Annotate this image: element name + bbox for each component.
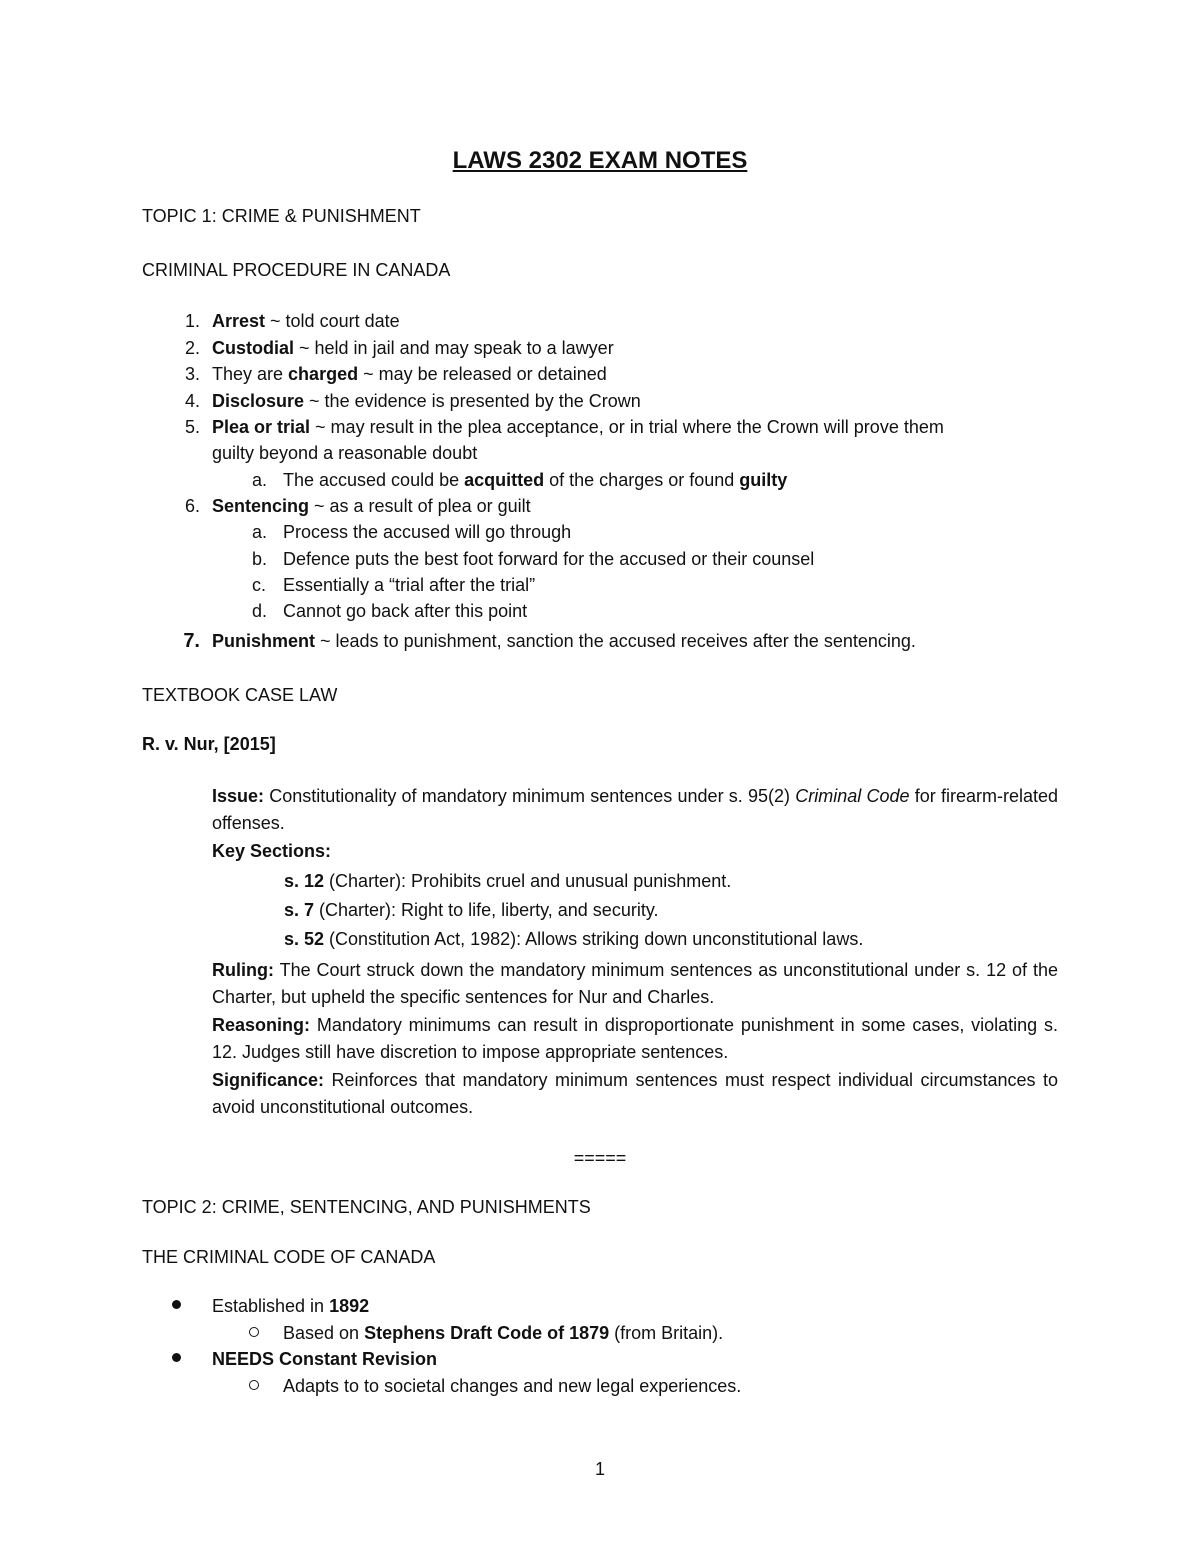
list-number: 6. <box>184 496 200 516</box>
step-text: ~ held in jail and may speak to a lawyer <box>294 338 614 358</box>
sub-text: Cannot go back after this point <box>283 601 528 621</box>
sub-bullet-term: Stephens Draft Code of 1879 <box>364 1323 610 1343</box>
step-text: ~ may result in the plea acceptance, or in trial where the Crown will prove them <box>310 417 944 437</box>
section-divider: ===== <box>573 1148 627 1168</box>
page-title: LAWS 2302 EXAM NOTES <box>452 147 748 174</box>
sub-bullet-text: Adapts to to societal changes and new legal experiences. <box>283 1376 742 1396</box>
step-term: Sentencing <box>212 496 310 516</box>
significance-text: Reinforces that mandatory minimum sentences must respect individual circumstances to avoid unconstitutional outcomes. <box>212 1070 1058 1117</box>
issue-italic: Criminal Code <box>795 786 910 806</box>
step-term: Plea or trial <box>212 417 311 437</box>
bullet-dot-icon <box>170 1349 184 1363</box>
step-text: ~ the evidence is presented by the Crown <box>304 391 641 411</box>
procedure-heading: CRIMINAL PROCEDURE IN CANADA <box>142 260 451 280</box>
bullet-dot-icon <box>170 1296 184 1310</box>
sub-bullet-text: (from Britain). <box>609 1323 724 1343</box>
section-number: s. 12 <box>284 871 325 891</box>
sub-term: guilty <box>739 470 788 490</box>
step-term: Punishment <box>212 631 316 651</box>
issue-text: Constitutionality of mandatory minimum sentences under s. 95(2) <box>264 786 796 806</box>
section-number: s. 52 <box>284 929 325 949</box>
sub-letter: d. <box>252 601 268 621</box>
step-text: ~ may be released or detained <box>358 364 607 384</box>
step-pre: They are <box>212 364 289 384</box>
page-number: 1 <box>594 1459 605 1479</box>
sub-letter: b. <box>252 549 268 569</box>
hollow-bullet-icon <box>249 1322 261 1334</box>
step-text-continuation: guilty beyond a reasonable doubt <box>212 443 478 463</box>
issue-end: for firearm-related offenses. <box>212 786 1058 833</box>
list-number: 5. <box>184 417 200 437</box>
key-section-item <box>284 928 863 950</box>
textbook-heading: TEXTBOOK CASE LAW <box>142 685 338 705</box>
sub-letter: a. <box>252 522 268 542</box>
sub-text: Process the accused will go through <box>283 522 572 542</box>
topic-1-heading: TOPIC 1: CRIME & PUNISHMENT <box>142 206 421 226</box>
key-section-item <box>284 899 658 921</box>
bullet-term: 1892 <box>329 1296 370 1316</box>
sub-term: acquitted <box>464 470 545 490</box>
sub-text: Defence puts the best foot forward for the accused or their counsel <box>283 549 815 569</box>
ruling-label: Ruling: <box>212 960 274 980</box>
case-ruling <box>212 957 1058 1011</box>
sub-text: The accused could be <box>283 470 465 490</box>
issue-label: Issue: <box>212 786 265 806</box>
section-text: (Constitution Act, 1982): Allows striking down unconstitutional laws. <box>324 929 864 949</box>
section-text: (Charter): Prohibits cruel and unusual punishment. <box>324 871 732 891</box>
list-number: 1. <box>184 311 200 331</box>
sub-bullet-text: Based on <box>283 1323 365 1343</box>
step-term: Disclosure <box>212 391 305 411</box>
step-term: charged <box>288 364 359 384</box>
list-number: 3. <box>184 364 200 384</box>
ruling-text: The Court struck down the mandatory minimum sentences as unconstitutional under s. 12 of the Charter, but upheld the specific sentences for Nur and Charles. <box>212 960 1058 1007</box>
hollow-bullet-icon <box>249 1375 261 1387</box>
step-text: ~ told court date <box>265 311 400 331</box>
reasoning-text: Mandatory minimums can result in disproportionate punishment in some cases, violating s. 12. Judges still have discretion to impose appropriate sentences. <box>212 1015 1058 1062</box>
case-significance <box>212 1067 1058 1121</box>
step-term: Custodial <box>212 338 295 358</box>
list-number: 2. <box>184 338 200 358</box>
list-number: 7. <box>183 630 200 652</box>
reasoning-label: Reasoning: <box>212 1015 311 1035</box>
sub-letter: c. <box>252 575 267 595</box>
step-text: ~ leads to punishment, sanction the accused receives after the sentencing. <box>315 631 916 651</box>
sub-text: Essentially a “trial after the trial” <box>283 575 536 595</box>
sub-text: of the charges or found <box>544 470 740 490</box>
step-term: Arrest <box>212 311 266 331</box>
case-reasoning <box>212 1012 1058 1066</box>
step-text: ~ as a result of plea or guilt <box>309 496 531 516</box>
section-number: s. 7 <box>284 900 315 920</box>
topic-2-heading: TOPIC 2: CRIME, SENTENCING, AND PUNISHMENTS <box>142 1197 591 1217</box>
key-section-item <box>284 870 731 892</box>
bullet-text: Established in <box>212 1296 330 1316</box>
significance-label: Significance: <box>212 1070 325 1090</box>
case-issue <box>212 783 1058 837</box>
bullet-term: NEEDS Constant Revision <box>212 1349 438 1369</box>
sub-letter: a. <box>252 470 268 490</box>
case-title: R. v. Nur, [2015] <box>142 734 276 754</box>
key-sections-label: Key Sections: <box>212 841 332 861</box>
criminal-code-heading: THE CRIMINAL CODE OF CANADA <box>142 1247 436 1267</box>
section-text: (Charter): Right to life, liberty, and security. <box>314 900 659 920</box>
list-number: 4. <box>184 391 200 411</box>
